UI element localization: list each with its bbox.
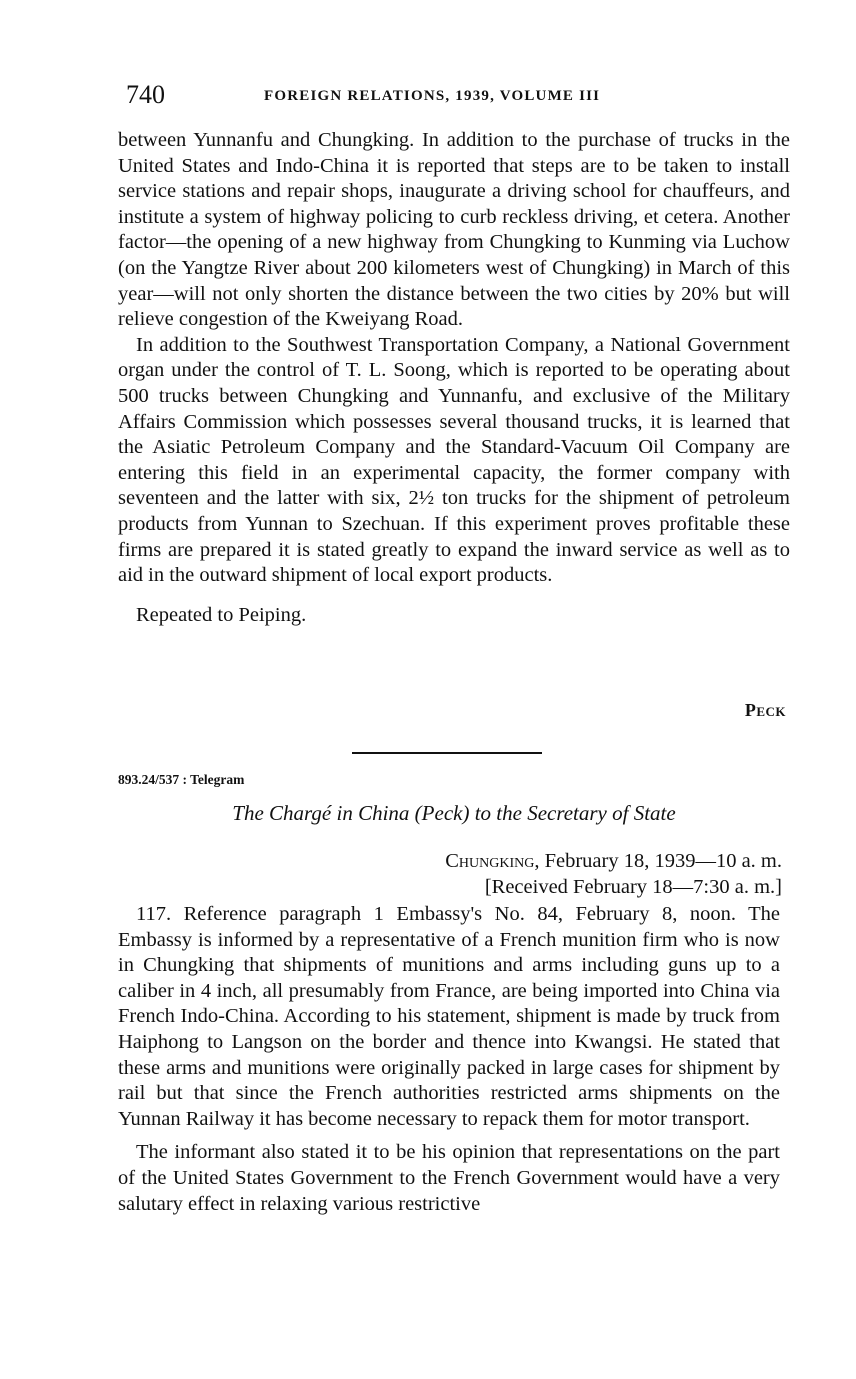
paragraph-transport-companies: In addition to the Southwest Transportation Company, a National Government organ under the control of T. L. Soong, which is reported to be operating about 500 trucks between Chungking and Yunnanfu, and exclusive of the Military Affairs Commission which possesses several thousand trucks, it is learned that the Asiatic Petroleum Company and the Standard-Vacuum Oil Company are entering this field in an experimental capacity, the former company with seventeen and the latter with six, 2½ ton trucks for the shipment of petroleum products from Yunnan to Szechuan. If this experiment proves profitable these firms are prepared it is stated greatly to expand the inward service as well as to aid in the outward shipment of local export products. bbox=[118, 333, 790, 587]
page-number: 740 bbox=[126, 80, 165, 109]
document-title: The Chargé in China (Peck) to the Secretary of State bbox=[232, 801, 676, 825]
file-reference: 893.24/537 : Telegram bbox=[118, 772, 245, 787]
signature: Peck bbox=[744, 700, 786, 720]
dateline-place: Chungking bbox=[445, 850, 535, 872]
received-line: [Received February 18—7:30 a. m.] bbox=[484, 876, 782, 898]
dateline bbox=[300, 848, 782, 874]
repeated-note: Repeated to Peiping. bbox=[136, 603, 307, 626]
paragraph-continuation: between Yunnanfu and Chungking. In addition to the purchase of trucks in the United States and Indo-China it is reported that steps are to be taken to install service stations and repair shops, inaugurate a driving school for chauffeurs, and institute a system of highway policing to curb reckless driving, et cetera. Another factor—the opening of a new highway from Chungking to Kunming via Luchow (on the Yangtze River about 200 kilometers west of Chungking) in March of this year—will not only shorten the distance between the two cities by 20% but will relieve congestion of the Kweiyang Road. bbox=[118, 129, 790, 331]
page-header bbox=[126, 80, 776, 112]
paragraph-informant: The informant also stated it to be his opinion that representations on the part of the United States Government to the French Government would have a very salutary effect in relaxing various restrictive bbox=[118, 1141, 780, 1215]
previous-document-body bbox=[118, 128, 790, 628]
running-head: FOREIGN RELATIONS, 1939, VOLUME III bbox=[264, 88, 601, 104]
telegram-body bbox=[118, 902, 780, 1217]
dateline-date: , February 18, 1939—10 a. m. bbox=[534, 850, 782, 872]
paragraph-munitions: 117. Reference paragraph 1 Embassy's No. 84, February 8, noon. The Embassy is informed by a representative of a French munition firm who is now in Chungking that shipments of munitions and arms including guns up to a caliber in 4 inch, all presumably from France, are being imported into China via French Indo-China. According to his statement, shipment is made by truck from Haiphong to Langson on the border and thence into Kwangsi. He stated that these arms and munitions were originally packed in large cases for shipment by rail but that since the French authorities restricted arms shipments on the Yunnan Railway it has become necessary to repack them for motor transport. bbox=[118, 903, 780, 1130]
section-divider bbox=[352, 752, 542, 754]
